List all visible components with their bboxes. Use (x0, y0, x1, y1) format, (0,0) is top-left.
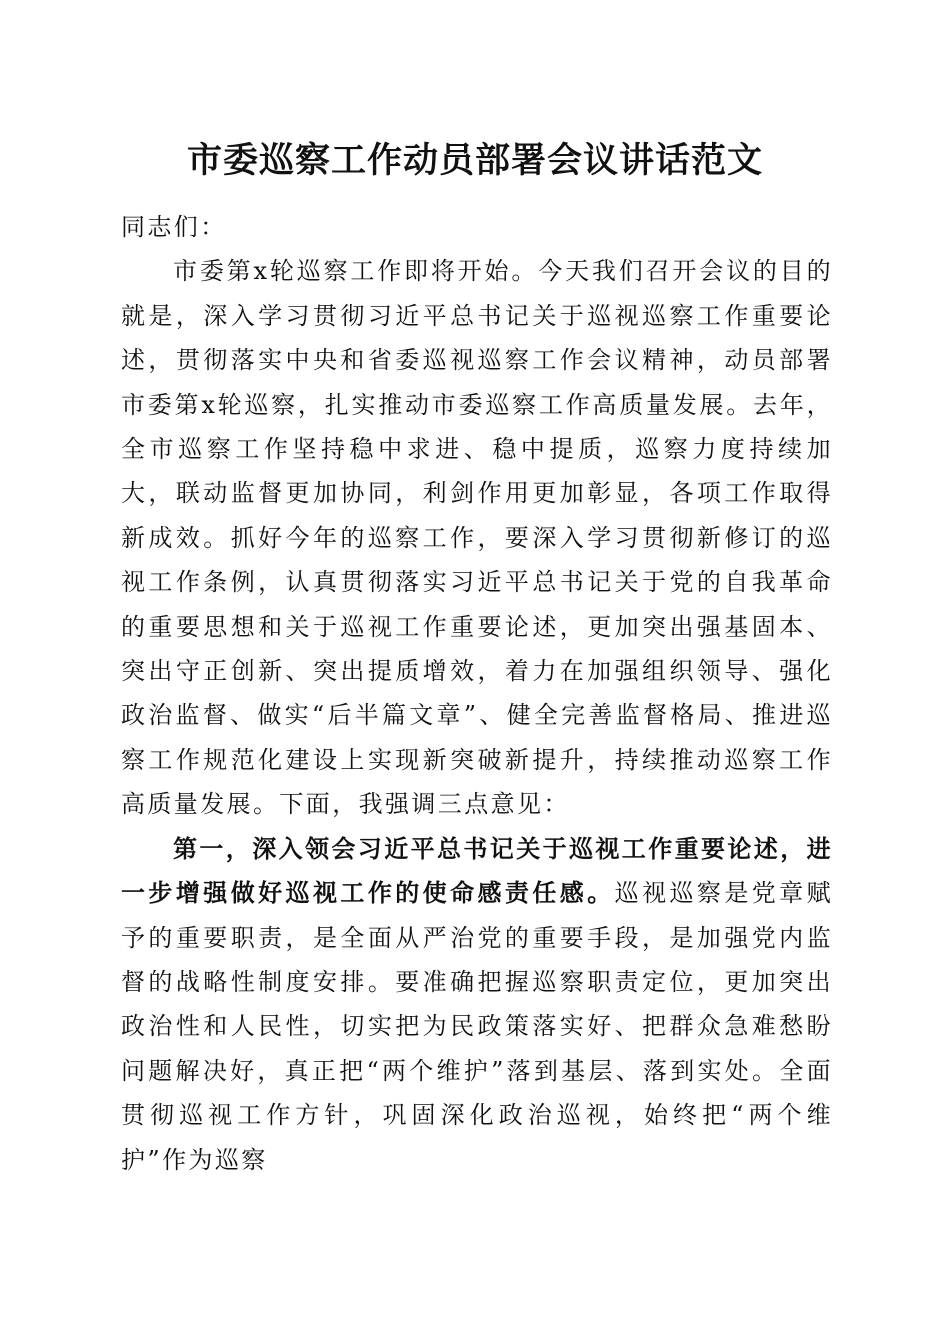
salutation: 同志们： (121, 213, 227, 241)
document-title: 市委巡察工作动员部署会议讲话范文 (186, 140, 763, 181)
paragraph-2-heading: 第一，深入领会习近平总书记关于巡视工作重要论述，进一步增强做好巡视工作的使命感责任感。 (121, 833, 833, 908)
paragraph-2-body: 巡视巡察是党章赋予的重要职责，是全面从严治党的重要手段，是加强党内监督的战略性制度安排。要准确把握巡察职责定位，更加突出政治性和人民性，切实把为民政策落实好、把群众急难愁盼问题解决好，真正把“两个维护”落到基层、落到实处。全面贯彻巡视工作方针，巩固深化政治巡视，始终把“两个维护”作为巡察 (121, 879, 834, 1174)
paragraph-2 (121, 827, 833, 1182)
paragraph-1: 市委第x轮巡察工作即将开始。今天我们召开会议的目的就是，深入学习贯彻习近平总书记关于巡视巡察工作重要论述，贯彻落实中央和省委巡视巡察工作会议精神，动员部署市委第x轮巡察，扎实推动市委巡察工作高质量发展。去年，全市巡察工作坚持稳中求进、稳中提质，巡察力度持续加大，联动监督更加协同，利剑作用更加彰显，各项工作取得新成效。抓好今年的巡察工作，要深入学习贯彻新修订的巡视工作条例，认真贯彻落实习近平总书记关于党的自我革命的重要思想和关于巡视工作重要论述，更加突出强基固本、突出守正创新、突出提质增效，着力在加强组织领导、强化政治监督、做实“后半篇文章”、健全完善监督格局、推进巡察工作规范化建设上实现新突破新提升，持续推动巡察工作高质量发展。下面，我强调三点意见： (121, 257, 833, 819)
document-body (121, 205, 833, 1182)
